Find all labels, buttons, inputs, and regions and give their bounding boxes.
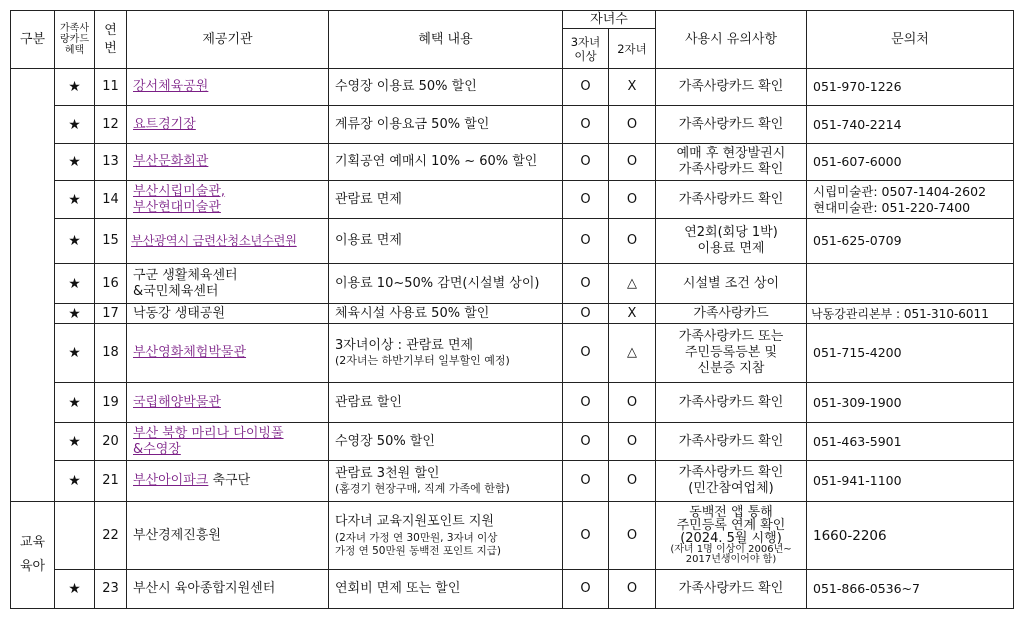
star-mark: ★ [55, 69, 95, 106]
two-mark: O [609, 570, 656, 609]
note-line: 연2회(회당 1박) [684, 225, 778, 240]
three-plus-mark: O [563, 219, 609, 264]
note-small: 2017년생이어야 함) [685, 554, 777, 565]
contact-cell [807, 181, 1014, 219]
contact-cell: 051-715-4200 [807, 324, 1014, 383]
note-line: 주민등록 연계 확인 [676, 518, 786, 533]
note-cell [656, 502, 807, 570]
row-no: 17 [95, 304, 127, 324]
two-mark: O [609, 423, 656, 461]
star-mark: ★ [55, 181, 95, 219]
provider-cell: 낙동강 생태공원 [127, 304, 329, 324]
star-mark: ★ [55, 264, 95, 304]
provider-link[interactable]: 부산시립미술관, [133, 183, 226, 199]
provider-link[interactable]: 요트경기장 [133, 116, 196, 132]
two-mark: O [609, 181, 656, 219]
two-mark: O [609, 106, 656, 144]
note-cell: 가족사랑카드 [656, 304, 807, 324]
contact-cell: 051-970-1226 [807, 69, 1014, 106]
note-line: 동백전 앱 통해 [689, 505, 773, 520]
note-line: 가족사랑카드 확인 [678, 465, 784, 480]
header-category: 구분 [11, 11, 55, 69]
provider-line: 구군 생활체육센터 [133, 267, 238, 283]
note-cell: 가족사랑카드 확인 [656, 181, 807, 219]
header-children: 자녀수 [563, 11, 656, 29]
three-plus-mark: O [563, 461, 609, 502]
note-line: (2024. 5월 시행) [680, 531, 782, 546]
provider-link[interactable]: 부산 북항 마리나 다이빙풀 [133, 425, 284, 441]
benefits-table [10, 10, 1014, 609]
contact-cell: 1660-2206 [807, 502, 1014, 570]
benefit-cell: 관람료 면제 [329, 181, 563, 219]
benefit-line: 관람료 3천원 할인 [335, 466, 440, 481]
three-plus-mark: O [563, 181, 609, 219]
category-cell-empty [11, 69, 55, 502]
row-no: 23 [95, 570, 127, 609]
benefit-cell [329, 461, 563, 502]
two-mark: O [609, 383, 656, 423]
provider-link[interactable]: 부산현대미술관 [133, 199, 221, 215]
benefit-line: 3자녀이상 : 관람료 면제 [335, 338, 474, 353]
contact-cell: 051-463-5901 [807, 423, 1014, 461]
category-education [11, 502, 55, 609]
contact-cell: 051-625-0709 [807, 219, 1014, 264]
provider-suffix: 축구단 [208, 473, 251, 488]
star-mark [55, 502, 95, 570]
note-cell [656, 461, 807, 502]
benefit-cell [329, 324, 563, 383]
header-notes: 사용시 유의사항 [656, 11, 807, 69]
contact-cell [807, 264, 1014, 304]
header-no [95, 11, 127, 69]
category-education-text: 교육육아 [19, 535, 46, 574]
table-row [11, 502, 1014, 570]
two-mark: X [609, 69, 656, 106]
two-mark: O [609, 144, 656, 181]
star-mark: ★ [55, 219, 95, 264]
table-row [11, 181, 1014, 219]
contact-line: 현대미술관: 051-220-7400 [813, 199, 971, 215]
three-plus-mark: O [563, 144, 609, 181]
two-mark: O [609, 502, 656, 570]
star-mark: ★ [55, 144, 95, 181]
benefit-line: 다자녀 교육지원포인트 지원 [335, 513, 494, 529]
three-plus-mark: O [563, 502, 609, 570]
contact-cell: 051-309-1900 [807, 383, 1014, 423]
star-mark: ★ [55, 324, 95, 383]
note-line: 가족사랑카드 또는 [678, 329, 784, 344]
row-no: 22 [95, 502, 127, 570]
note-cell [656, 219, 807, 264]
note-cell: 가족사랑카드 확인 [656, 383, 807, 423]
benefit-cell: 이용료 10~50% 감면(시설별 상이) [329, 264, 563, 304]
provider-cell: 부산시 육아종합지원센터 [127, 570, 329, 609]
header-three-plus-text: 3자녀이상 [570, 34, 601, 63]
note-cell: 가족사랑카드 확인 [656, 69, 807, 106]
row-no: 11 [95, 69, 127, 106]
three-plus-mark: O [563, 69, 609, 106]
table-row [11, 144, 1014, 181]
row-no: 21 [95, 461, 127, 502]
three-plus-mark: O [563, 570, 609, 609]
table-row [11, 324, 1014, 383]
three-plus-mark: O [563, 264, 609, 304]
table-row [11, 570, 1014, 609]
contact-cell: 051-740-2214 [807, 106, 1014, 144]
star-mark: ★ [55, 423, 95, 461]
header-provider: 제공기관 [127, 11, 329, 69]
two-mark: O [609, 461, 656, 502]
provider-link[interactable]: 부산문화회관 [133, 154, 209, 169]
provider-link[interactable]: 강서체육공원 [133, 79, 209, 94]
header-card-benefit: 가족사랑카드혜택 [55, 11, 95, 69]
contact-cell: 051-866-0536~7 [807, 570, 1014, 609]
contact-cell: 051-607-6000 [807, 144, 1014, 181]
provider-link[interactable]: 국립해양박물관 [133, 394, 221, 410]
three-plus-mark: O [563, 383, 609, 423]
three-plus-mark: O [563, 304, 609, 324]
table-row [11, 383, 1014, 423]
provider-link[interactable]: 부산영화체험박물관 [133, 345, 247, 360]
benefit-note: (홈경기 현장구매, 직계 가족에 한함) [335, 482, 510, 495]
two-mark: △ [609, 264, 656, 304]
star-mark: ★ [55, 570, 95, 609]
note-line: 신분증 지참 [697, 361, 765, 376]
two-mark: X [609, 304, 656, 324]
table-row [11, 423, 1014, 461]
two-mark: O [609, 219, 656, 264]
table-row [11, 69, 1014, 106]
three-plus-mark: O [563, 324, 609, 383]
benefit-cell: 체육시설 사용료 50% 할인 [329, 304, 563, 324]
note-cell [656, 324, 807, 383]
provider-link[interactable]: 부산광역시 금련산청소년수련원 [131, 233, 297, 248]
contact-cell: 051-941-1100 [807, 461, 1014, 502]
benefit-cell: 이용료 면제 [329, 219, 563, 264]
header-contact: 문의처 [807, 11, 1014, 69]
star-mark: ★ [55, 383, 95, 423]
benefit-note: 가정 연 50만원 동백전 포인트 지급) [335, 544, 502, 557]
star-mark: ★ [55, 106, 95, 144]
benefit-cell: 관람료 할인 [329, 383, 563, 423]
benefit-cell: 연회비 면제 또는 할인 [329, 570, 563, 609]
note-line: 예매 후 현장발권시 [676, 146, 786, 161]
three-plus-mark: O [563, 106, 609, 144]
three-plus-mark: O [563, 423, 609, 461]
provider-cell [127, 264, 329, 304]
note-line: 이용료 면제 [697, 241, 765, 256]
table-row [11, 304, 1014, 324]
table-row [11, 219, 1014, 264]
note-small: (자녀 1명 이상이 2006년~ [670, 544, 792, 555]
note-cell [656, 144, 807, 181]
row-no: 13 [95, 144, 127, 181]
row-no: 16 [95, 264, 127, 304]
note-cell: 가족사랑카드 확인 [656, 570, 807, 609]
row-no: 19 [95, 383, 127, 423]
table-row [11, 106, 1014, 144]
benefit-note: (2자녀는 하반기부터 일부할인 예정) [335, 354, 510, 367]
provider-link[interactable]: 부산아이파크 [133, 473, 209, 488]
row-no: 18 [95, 324, 127, 383]
provider-line: &국민체육센터 [133, 283, 219, 299]
header-two: 2자녀 [609, 29, 656, 69]
note-line: 가족사랑카드 확인 [678, 162, 784, 177]
provider-link[interactable]: &수영장 [133, 441, 181, 457]
benefit-note: (2자녀 가정 연 30만원, 3자녀 이상 [335, 531, 498, 544]
note-cell: 가족사랑카드 확인 [656, 106, 807, 144]
header-three-plus [563, 29, 609, 69]
row-no: 14 [95, 181, 127, 219]
two-mark: △ [609, 324, 656, 383]
table-row [11, 461, 1014, 502]
row-no: 20 [95, 423, 127, 461]
note-line: 주민등록등본 및 [684, 345, 778, 360]
row-no: 12 [95, 106, 127, 144]
note-line: (민간참여업체) [688, 481, 774, 496]
provider-cell: 부산경제진흥원 [127, 502, 329, 570]
benefit-cell: 기획공연 예매시 10% ~ 60% 할인 [329, 144, 563, 181]
contact-cell: 낙동강관리본부 : 051-310-6011 [807, 304, 1014, 324]
benefit-cell: 수영장 이용료 50% 할인 [329, 69, 563, 106]
star-mark: ★ [55, 461, 95, 502]
star-mark: ★ [55, 304, 95, 324]
benefit-cell: 수영장 50% 할인 [329, 423, 563, 461]
table-row [11, 264, 1014, 304]
contact-line: 시립미술관: 0507-1404-2602 [813, 183, 987, 199]
row-no: 15 [95, 219, 127, 264]
header-benefit: 혜택 내용 [329, 11, 563, 69]
benefit-cell: 계류장 이용요금 50% 할인 [329, 106, 563, 144]
benefit-cell [329, 502, 563, 570]
note-cell: 시설별 조건 상이 [656, 264, 807, 304]
header-no-text: 연번 [104, 22, 117, 56]
note-cell: 가족사랑카드 확인 [656, 423, 807, 461]
